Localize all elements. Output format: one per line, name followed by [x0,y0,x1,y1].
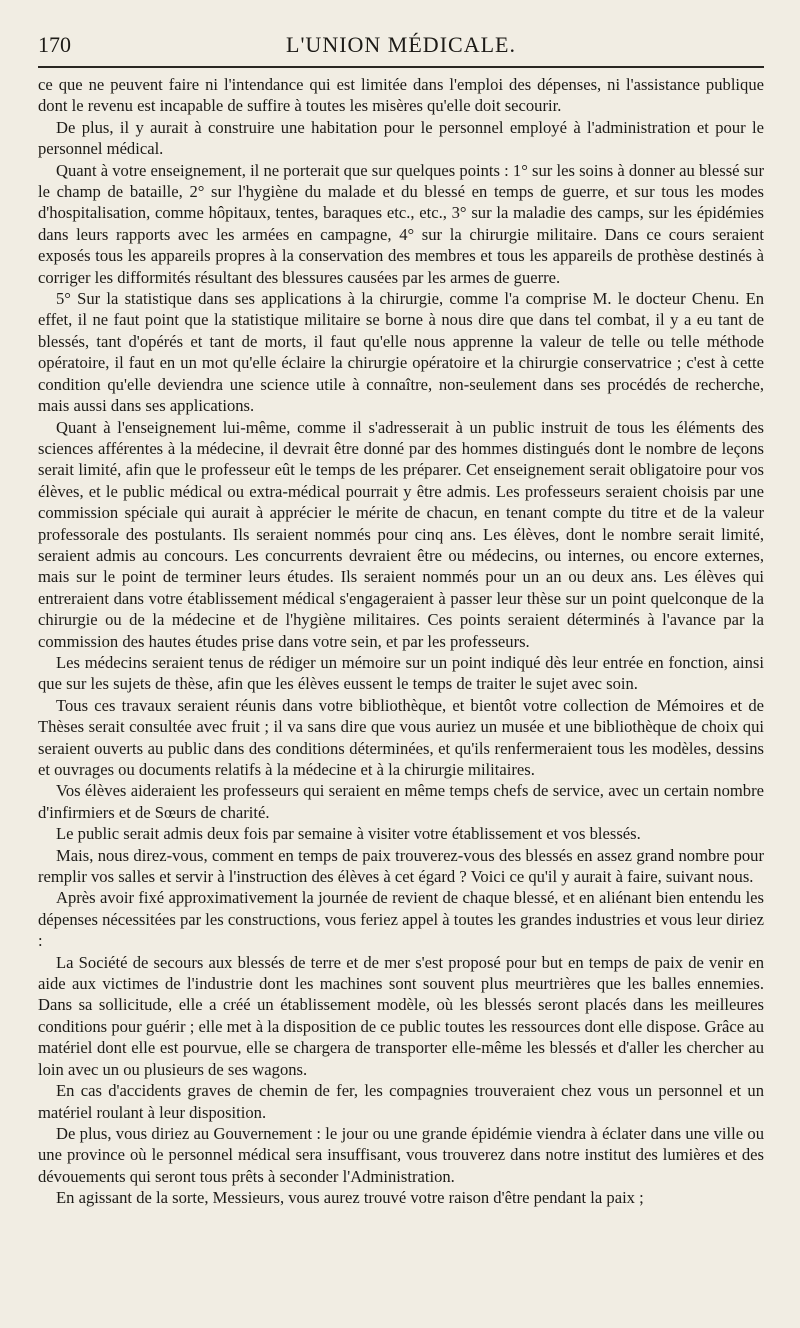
paragraph: Quant à l'enseignement lui-même, comme il s'adresserait à un public instruit de tous les éléments des sciences afférentes à la médecine, il devrait être donné par des hommes distingués dont le nombre de leçons serait limité, afin que le professeur eût le temps de les préparer. Cet enseignement serait obligatoire pour vos élèves, et le public médical ou extra-médical pourrait y être admis. Les professeurs seraient choisis par une commission spéciale qui aurait à apprécier le mérite de chacun, en tenant compte du titre et de la valeur professorale des postulants. Ils seraient nommés pour cinq ans. Les élèves, dont le nombre serait limité, seraient admis au concours. Les concurrents devraient être ou médecins, ou internes, ou encore externes, mais sur le point de terminer leurs études. Ils seraient nommés pour un an ou deux ans. Les élèves qui entreraient dans votre établissement médical s'engageraient à passer leur thèse sur un point quelconque de la chirurgie ou de la médecine et de l'hygiène militaires. Ces points seraient déterminés à l'avance par la commission des hautes études prise dans votre sein, et par les professeurs. [38,417,764,651]
paragraph: La Société de secours aux blessés de terre et de mer s'est proposé pour but en temps de paix de venir en aide aux victimes de l'industrie dont les machines sont souvent plus meurtrières que les balles ennemies. Dans sa sollicitude, elle a créé un établissement modèle, où les blessés seront placés dans les meilleures conditions pour guérir ; elle met à la disposition de ce public toutes les ressources dont elle dispose. Grâce au matériel dont elle est pourvue, elle se chargera de transporter elle-même les blessés et d'aller les chercher au loin avec un ou plusieurs de ses wagons. [38,952,764,1079]
paragraph: De plus, il y aurait à construire une habitation pour le personnel employé à l'administration et pour le personnel médical. [38,117,764,159]
paragraph: 5° Sur la statistique dans ses applications à la chirurgie, comme l'a comprise M. le docteur Chenu. En effet, il ne faut point que la statistique militaire se borne à nous dire que dans tel combat, il y a eu tant de blessés, tant d'opérés et tant de morts, il faut qu'elle nous apprenne la valeur de telle ou telle méthode opératoire, il faut en un mot qu'elle éclaire la chirurgie opératoire et la chirurgie conservatrice ; c'est à cette condition qu'elle deviendra une science utile à connaître, non-seulement dans ses procédés de recherche, mais aussi dans ses applications. [38,289,764,416]
paragraph: Vos élèves aideraient les professeurs qui seraient en même temps chefs de service, avec un certain nombre d'infirmiers et de Sœurs de charité. [38,781,764,822]
paragraph: Après avoir fixé approximativement la journée de revient de chaque blessé, et en aliénant bien entendu les dépenses nécessitées par les constructions, vous feriez appel à toutes les grandes industries et vous leur diriez : [38,888,764,951]
paragraph: De plus, vous diriez au Gouvernement : le jour ou une grande épidémie viendra à éclater dans une ville ou une province où le personnel médical sera insuffisant, vous trouverez dans notre institut des lumières et des dévouements qui seront tous prêts à seconder l'Administration. [38,1123,764,1186]
paragraph: En cas d'accidents graves de chemin de fer, les compagnies trouveraient chez vous un personnel et un matériel roulant à leur disposition. [38,1081,764,1122]
paragraph: Le public serait admis deux fois par semaine à visiter votre établissement et vos blessés. [56,824,641,844]
paragraph: Les médecins seraient tenus de rédiger un mémoire sur un point indiqué dès leur entrée en fonction, ainsi que sur les sujets de thèse, afin que les élèves eussent le temps de traiter le sujet avec soin. [38,652,764,694]
running-header [38,30,764,68]
paragraph: Tous ces travaux seraient réunis dans votre bibliothèque, et bientôt votre collection de Mémoires et de Thèses serait consultée avec fruit ; il va sans dire que vous auriez un musée et une bibliothèque de choix qui seraient ouverts au public dans des conditions déterminées, et qu'ils renfermeraient tous les modèles, dessins et ouvrages ou documents relatifs à la médecine et à la chirurgie militaires. [38,695,764,779]
paragraph: ce que ne peuvent faire ni l'intendance qui est limitée dans l'emploi des dépenses, ni l'assistance publique dont le revenu est incapable de suffire à toutes les misères qu'elle doit secourir. [38,75,764,116]
paragraph: Mais, nous direz-vous, comment en temps de paix trouverez-vous des blessés en assez grand nombre pour remplir vos salles et servir à l'instruction des élèves à cet égard ? Voici ce qu'il y aurait à faire, suivant nous. [38,845,764,887]
journal-title: L'UNION MÉDICALE. [286,32,516,57]
article-body [38,74,764,1209]
paragraph: En agissant de la sorte, Messieurs, vous aurez trouvé votre raison d'être pendant la paix ; [56,1188,644,1208]
paragraph: Quant à votre enseignement, il ne porterait que sur quelques points : 1° sur les soins à donner au blessé sur le champ de bataille, 2° sur l'hygiène du malade et du blessé en temps de guerre, et sur tous les modes d'hospitalisation, comme hôpitaux, tentes, baraques etc., etc., 3° sur la maladie des camps, sur les épidémies dans leurs rapports avec les armées en campagne, 4° sur la chirurgie militaire. Dans ce cours seraient exposés tous les appareils propres à la conservation des membres et tous les appareils de prothèse destinés à corriger les difformités résultant des blessures causées par les armes de guerre. [38,160,764,287]
page-number: 170 [38,32,71,57]
